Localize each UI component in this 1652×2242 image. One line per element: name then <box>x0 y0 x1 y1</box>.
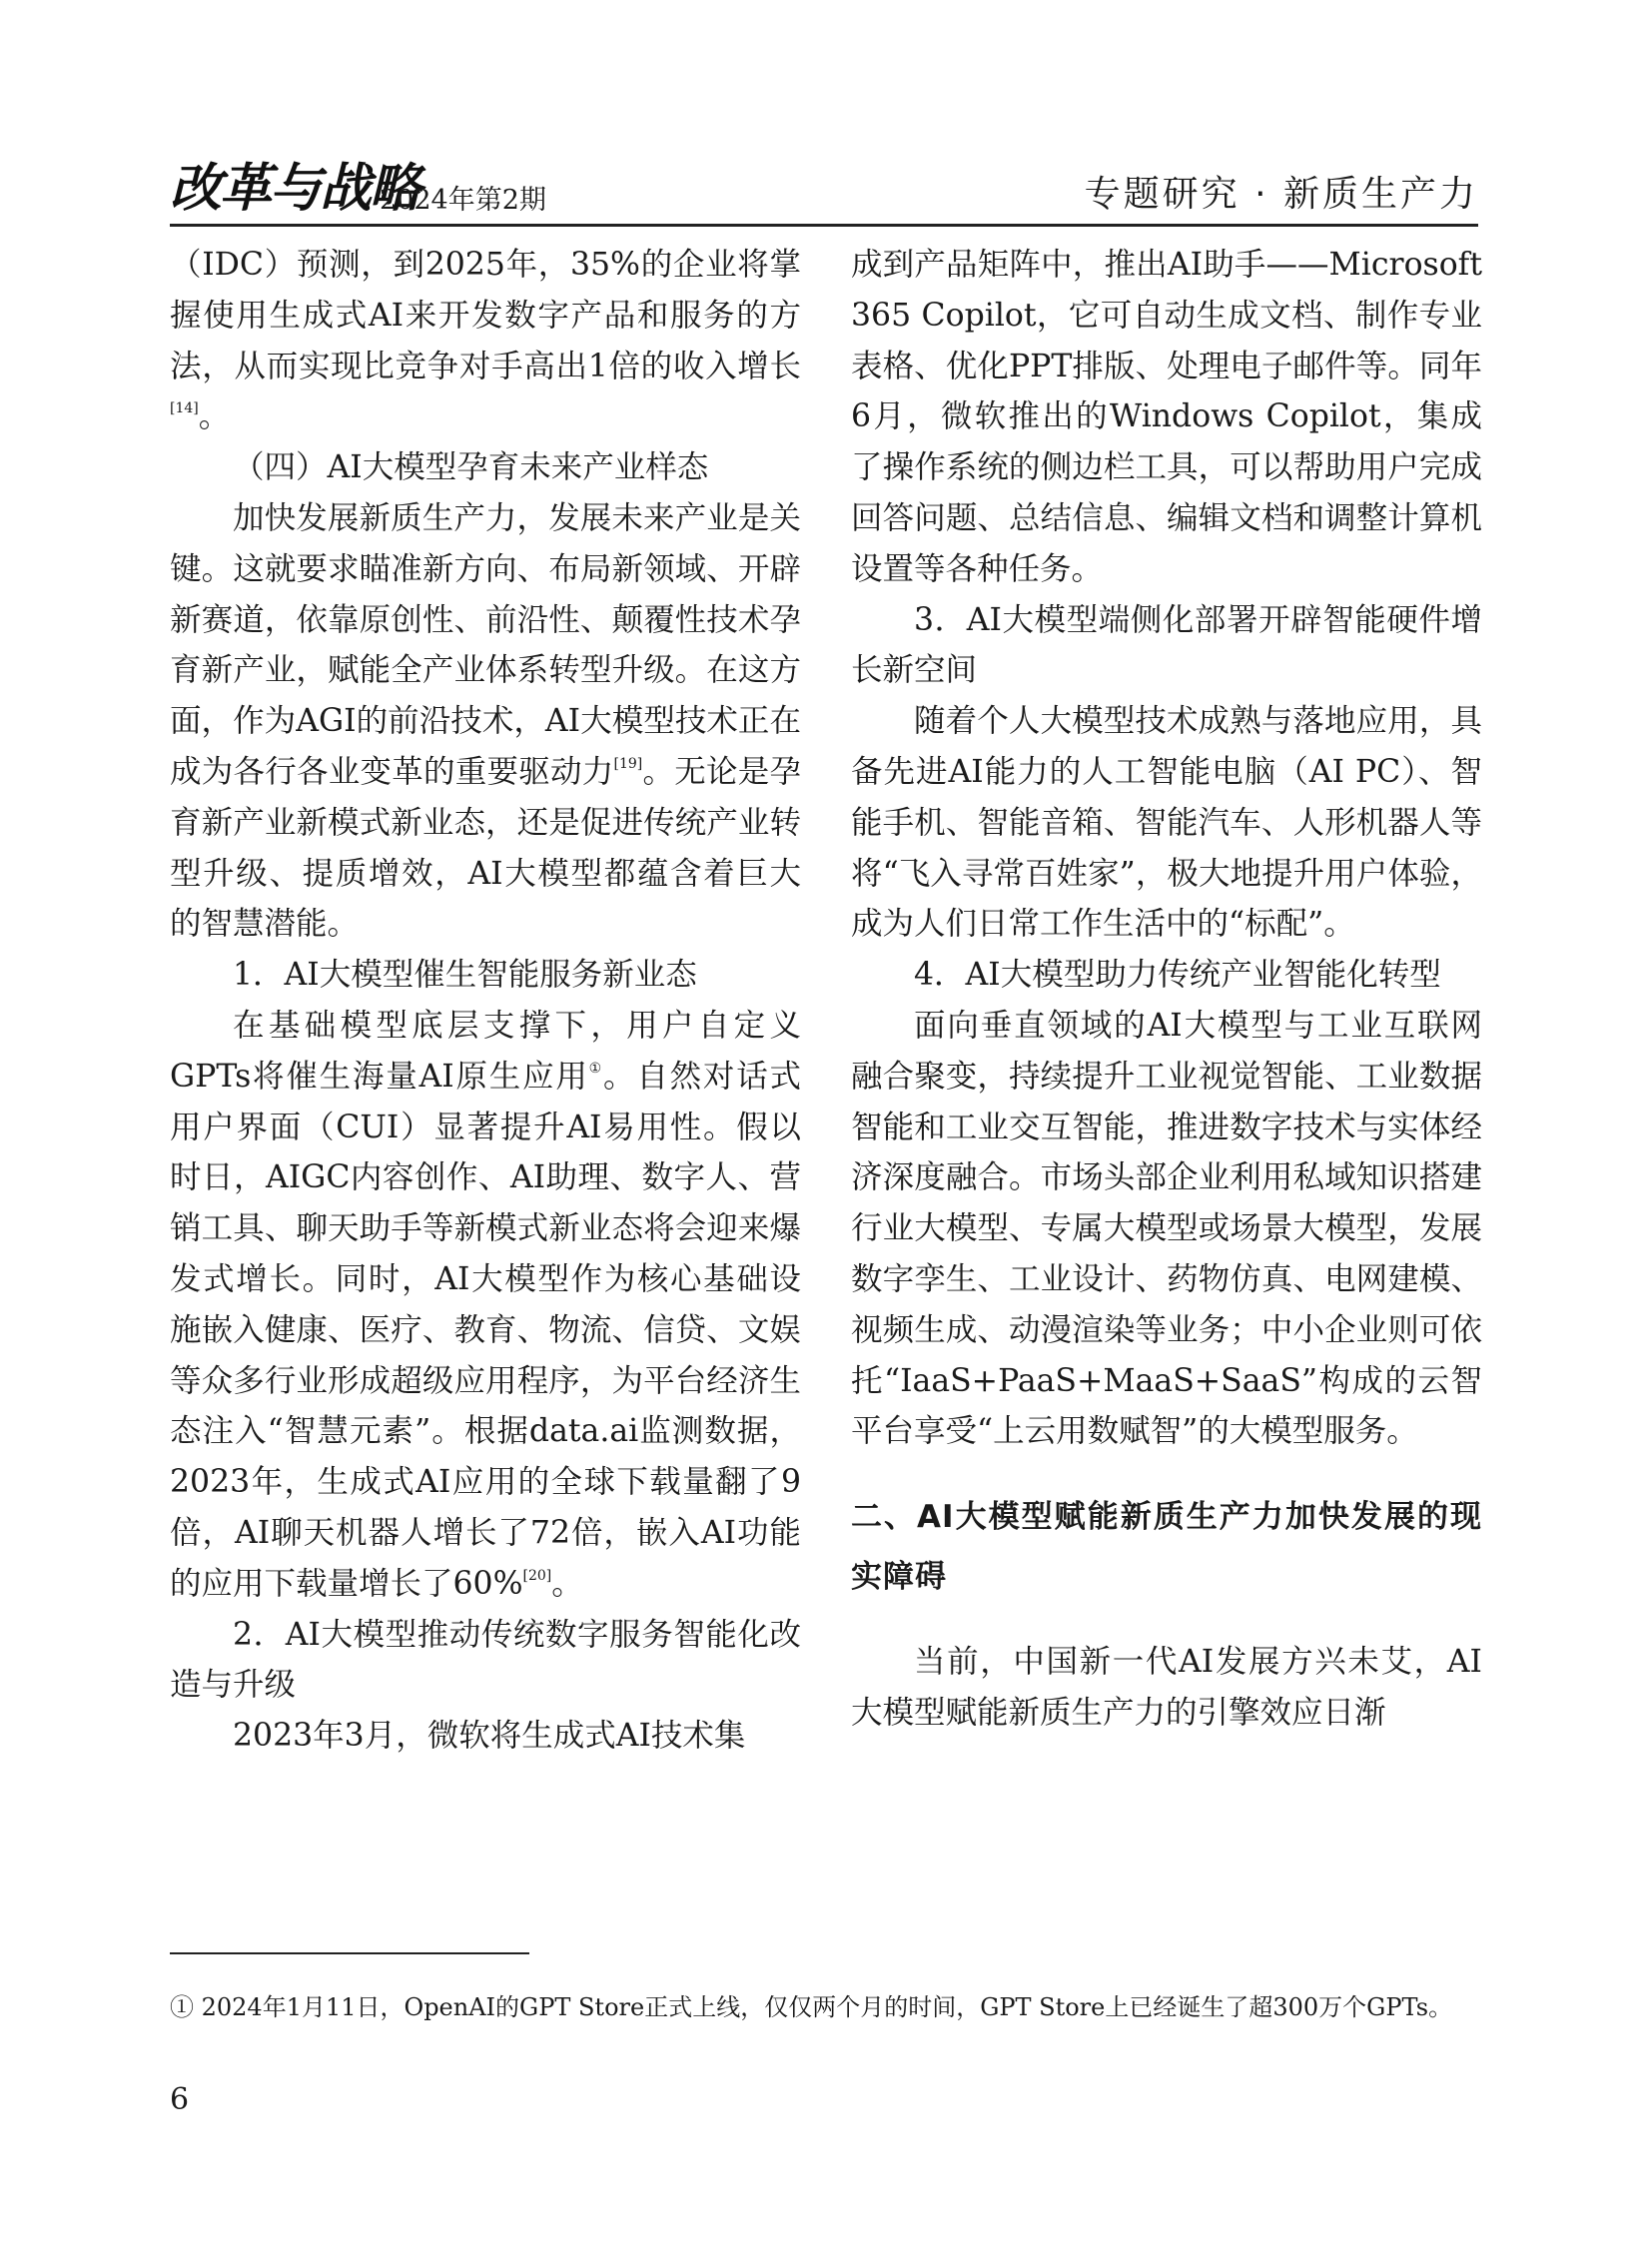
page-header <box>170 140 1478 220</box>
paragraph: 2023年3月，微软将生成式AI技术集 <box>233 1718 746 1755</box>
paragraph: 加快发展新质生产力，发展未来产业是关键。这就要求瞄准新方向、布局新领域、开辟新赛道，依靠原创性、前沿性、颠覆性技术孕育新产业，赋能全产业体系转型升级。在这方面，作为AGI的前沿技术，AI大模型技术正在成为各行各业变革的重要驱动力[19]。无论是孕育新产业新模式新业态，还是促进传统产业转型升级、提质增效，AI大模型都蕴含着巨大的智慧潜能。 <box>170 499 801 943</box>
journal-logo: 改革与战略 <box>170 158 420 219</box>
subsection-heading: 3．AI大模型端侧化部署开辟智能硬件增长新空间 <box>851 601 1482 689</box>
right-column <box>851 240 1482 1739</box>
citation-ref[interactable]: [20] <box>522 1567 552 1584</box>
subsection-heading: 2．AI大模型推动传统数字服务智能化改造与升级 <box>170 1616 801 1704</box>
paragraph: 成到产品矩阵中，推出AI助手——Microsoft 365 Copilot，它可自动生成文档、制作专业表格、优化PPT排版、处理电子邮件等。同年6月，微软推出的Windows Copilot，集成了操作系统的侧边栏工具，可以帮助用户完成回答问题、总结信息、编辑文档和调整计算机设置等各种任务。 <box>851 247 1482 587</box>
left-column <box>170 240 801 1762</box>
paragraph: （IDC）预测，到2025年，35%的企业将掌握使用生成式AI来开发数字产品和服务的方法，从而实现比竞争对手高出1倍的收入增长[14]。 <box>170 247 801 435</box>
citation-ref[interactable]: [14] <box>170 400 199 417</box>
issue-label: 2024年第2期 <box>380 185 546 216</box>
subsection-heading: 1．AI大模型催生智能服务新业态 <box>233 957 697 994</box>
footnote: ① 2024年1月11日，OpenAI的GPT Store正式上线，仅仅两个月的时间，GPT Store上已经诞生了超300万个GPTs。 <box>170 1993 1453 2021</box>
section-label: 专题研究 · 新质生产力 <box>1084 174 1478 215</box>
paragraph: 在基础模型底层支撑下，用户自定义GPTs将催生海量AI原生应用①。自然对话式用户界面（CUI）显著提升AI易用性。假以时日，AIGC内容创作、AI助理、数字人、营销工具、聊天助手等新模式新业态将会迎来爆发式增长。同时，AI大模型作为核心基础设施嵌入健康、医疗、教育、物流、信贷、文娱等众多行业形成超级应用程序，为平台经济生态注入“智慧元素”。根据data.ai监测数据，2023年，生成式AI应用的全球下载量翻了9倍，AI聊天机器人增长了72倍，嵌入AI功能的应用下载量增长了60%[20]。 <box>170 1007 801 1602</box>
citation-ref[interactable]: [19] <box>613 755 643 772</box>
header-rule <box>170 224 1478 227</box>
spacer <box>851 1457 1482 1487</box>
paragraph: 当前，中国新一代AI发展方兴未艾，AI大模型赋能新质生产力的引擎效应日渐 <box>851 1644 1482 1731</box>
section-heading: 二、AI大模型赋能新质生产力加快发展的现实障碍 <box>851 1499 1482 1596</box>
page-number: 6 <box>170 2082 190 2117</box>
footnote-rule <box>170 1952 529 1954</box>
subsection-heading: 4．AI大模型助力传统产业智能化转型 <box>914 957 1441 994</box>
subsection-heading: （四）AI大模型孕育未来产业样态 <box>233 449 709 486</box>
paragraph: 随着个人大模型技术成熟与落地应用，具备先进AI能力的人工智能电脑（AI PC）、智能手机、智能音箱、智能汽车、人形机器人等将“飞入寻常百姓家”，极大地提升用户体验，成为人们日常工作生活中的“标配”。 <box>851 703 1482 943</box>
spacer <box>851 1607 1482 1637</box>
footnote-ref[interactable]: ① <box>588 1060 604 1077</box>
paragraph: 面向垂直领域的AI大模型与工业互联网融合聚变，持续提升工业视觉智能、工业数据智能和工业交互智能，推进数字技术与实体经济深度融合。市场头部企业利用私域知识搭建行业大模型、专属大模型或场景大模型，发展数字孪生、工业设计、药物仿真、电网建模、视频生成、动漫渲染等业务；中小企业则可依托“IaaS+PaaS+MaaS+SaaS”构成的云智平台享受“上云用数赋智”的大模型服务。 <box>851 1007 1482 1450</box>
